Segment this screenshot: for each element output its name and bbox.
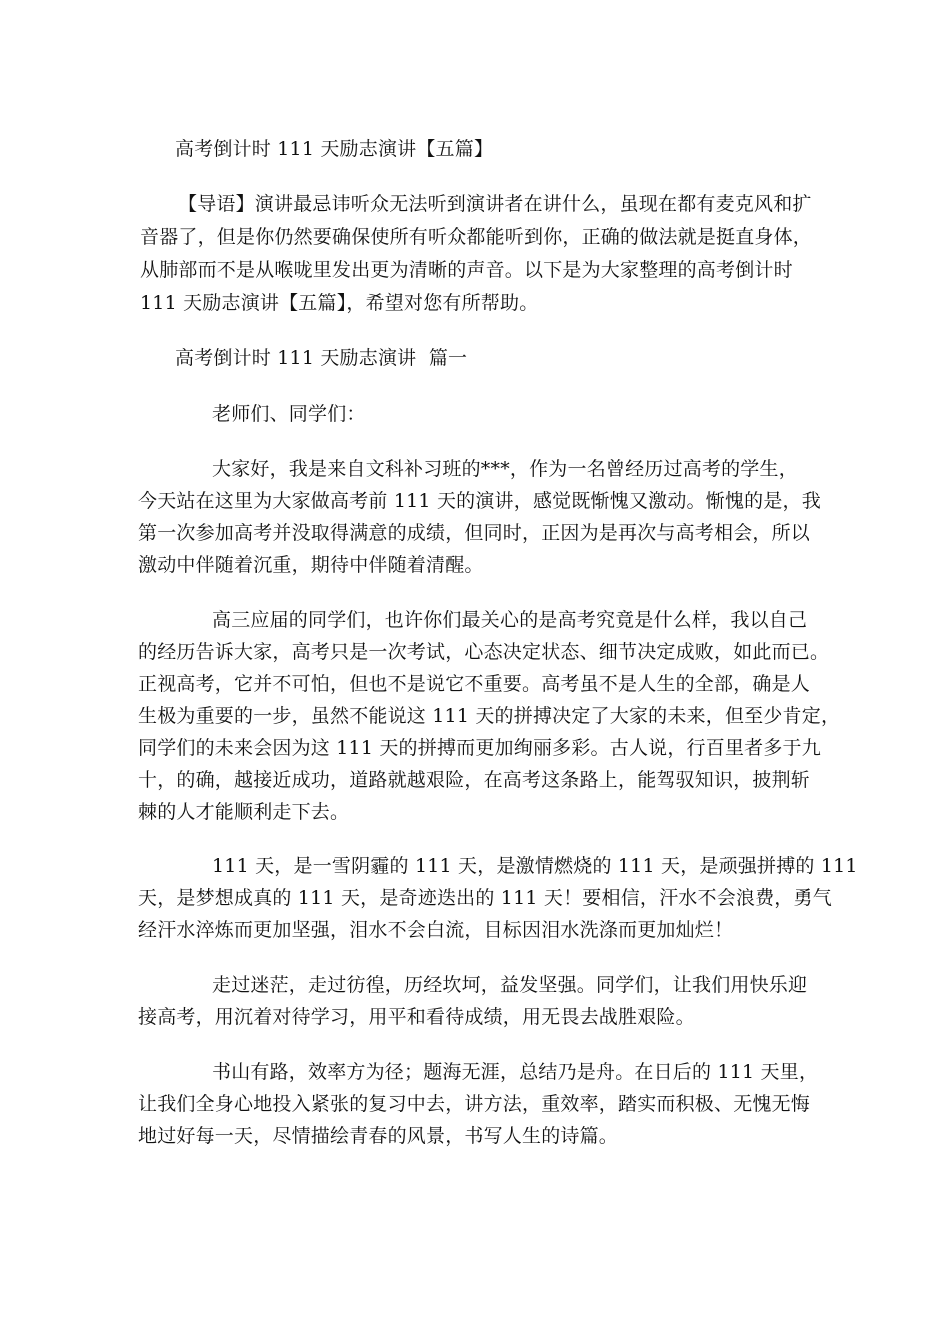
- paragraph-line: 激动中伴随着沉重，期待中伴随着清醒。: [138, 554, 484, 576]
- paragraph-line: 正视高考，它并不可怕，但也不是说它不重要。高考虽不是人生的全部，确是人: [138, 673, 811, 695]
- document-title: 高考倒计时 111 天励志演讲【五篇】: [175, 138, 494, 160]
- paragraph-line: 天，是梦想成真的 111 天，是奇迹迭出的 111 天！要相信，汗水不会浪费，勇气: [138, 887, 832, 909]
- paragraph-line: 同学们的未来会因为这 111 天的拼搏而更加绚丽多彩。古人说，行百里者多于九: [138, 737, 821, 759]
- paragraph-line: 走过迷茫，走过彷徨，历经坎坷，益发坚强。同学们，让我们用快乐迎: [212, 974, 808, 996]
- paragraph-line: 高三应届的同学们，也许你们最关心的是高考究竟是什么样，我以自己: [212, 609, 808, 631]
- section-heading: 高考倒计时 111 天励志演讲 篇一: [175, 347, 468, 369]
- paragraph-line: 十，的确，越接近成功，道路就越艰险，在高考这条路上，能驾驭知识，披荆斩: [138, 769, 811, 791]
- paragraph-line: 生极为重要的一步，虽然不能说这 111 天的拼搏决定了大家的未来，但至少肯定，: [138, 705, 841, 727]
- paragraph-line: 书山有路，效率方为径；题海无涯，总结乃是舟。在日后的 111 天里，: [212, 1061, 819, 1083]
- paragraph-line: 今天站在这里为大家做高考前 111 天的演讲，感觉既惭愧又激动。惭愧的是，我: [138, 490, 821, 512]
- paragraph-line: 经汗水淬炼而更加坚强，泪水不会白流，目标因泪水洗涤而更加灿烂！: [138, 919, 734, 941]
- paragraph-line: 111 天，是一雪阴霾的 111 天，是激情燃烧的 111 天，是顽强拼搏的 111: [212, 855, 858, 877]
- paragraph-line: 第一次参加高考并没取得满意的成绩，但同时，正因为是再次与高考相会，所以: [138, 522, 811, 544]
- paragraph-line: 大家好，我是来自文科补习班的***，作为一名曾经历过高考的学生，: [212, 458, 798, 480]
- paragraph-line: 地过好每一天，尽情描绘青春的风景，书写人生的诗篇。: [138, 1125, 619, 1147]
- salutation: 老师们、同学们：: [212, 403, 366, 425]
- paragraph-line: 让我们全身心地投入紧张的复习中去，讲方法，重效率，踏实而积极、无愧无悔: [138, 1093, 811, 1115]
- paragraph-line: 棘的人才能顺利走下去。: [138, 801, 350, 823]
- intro-line: 从肺部而不是从喉咙里发出更为清晰的声音。以下是为大家整理的高考倒计时: [140, 259, 793, 281]
- intro-line: 111 天励志演讲【五篇】，希望对您有所帮助。: [140, 292, 539, 314]
- paragraph-line: 的经历告诉大家，高考只是一次考试，心态决定状态、细节决定成败，如此而已。: [138, 641, 830, 663]
- paragraph-line: 接高考，用沉着对待学习，用平和看待成绩，用无畏去战胜艰险。: [138, 1006, 695, 1028]
- intro-line: 【导语】演讲最忌讳听众无法听到演讲者在讲什么，虽现在都有麦克风和扩: [178, 193, 812, 215]
- intro-line: 音器了，但是你仍然要确保使所有听众都能听到你，正确的做法就是挺直身体，: [140, 226, 813, 248]
